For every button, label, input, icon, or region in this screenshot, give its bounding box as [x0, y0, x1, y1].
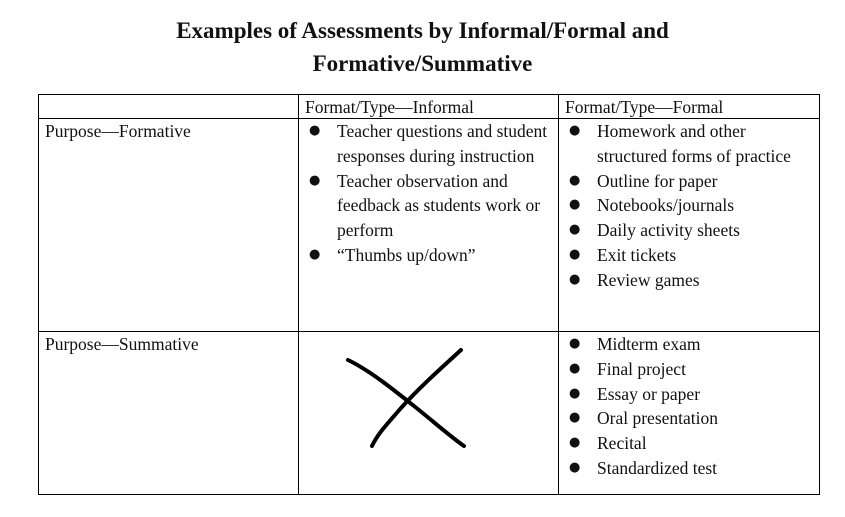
list-item: ● Outline for paper — [565, 169, 813, 194]
list-item: ● Review games — [565, 268, 813, 293]
cell-formative-formal — [559, 119, 820, 332]
list-item: ● Homework and other structured forms of practice — [565, 119, 813, 169]
table-header-row — [39, 95, 820, 119]
cell-summative-formal — [559, 332, 820, 495]
header-informal: Format/Type—Informal — [299, 95, 559, 119]
x-mark-icon — [339, 342, 479, 462]
bullet-list — [565, 332, 813, 481]
row-label-summative: Purpose—Summative — [39, 332, 299, 495]
list-item: ● Recital — [565, 431, 813, 456]
list-item: ● Oral presentation — [565, 406, 813, 431]
table-row-formative — [39, 119, 820, 332]
cell-formative-informal — [299, 119, 559, 332]
document-title — [0, 14, 845, 80]
list-item: ● Midterm exam — [565, 332, 813, 357]
document-title-line-2: Formative/Summative — [312, 51, 533, 76]
list-item: ● Essay or paper — [565, 382, 813, 407]
list-item: ● Notebooks/journals — [565, 193, 813, 218]
bullet-list — [305, 119, 552, 268]
header-corner-cell — [39, 95, 299, 119]
table-row-summative — [39, 332, 820, 495]
list-item: ● Final project — [565, 357, 813, 382]
header-formal: Format/Type—Formal — [559, 95, 820, 119]
list-item: ● Teacher observation and feedback as students work or perform — [305, 169, 552, 243]
document-title-line-1: Examples of Assessments by Informal/Formal and — [176, 18, 669, 43]
list-item: ● Exit tickets — [565, 243, 813, 268]
assessment-table — [38, 94, 820, 495]
row-label-formative: Purpose—Formative — [39, 119, 299, 332]
bullet-list — [565, 119, 813, 293]
cell-summative-informal — [299, 332, 559, 495]
list-item: ● Standardized test — [565, 456, 813, 481]
list-item: ● Teacher questions and student responses during instruction — [305, 119, 552, 169]
list-item: ● “Thumbs up/down” — [305, 243, 552, 268]
list-item: ● Daily activity sheets — [565, 218, 813, 243]
